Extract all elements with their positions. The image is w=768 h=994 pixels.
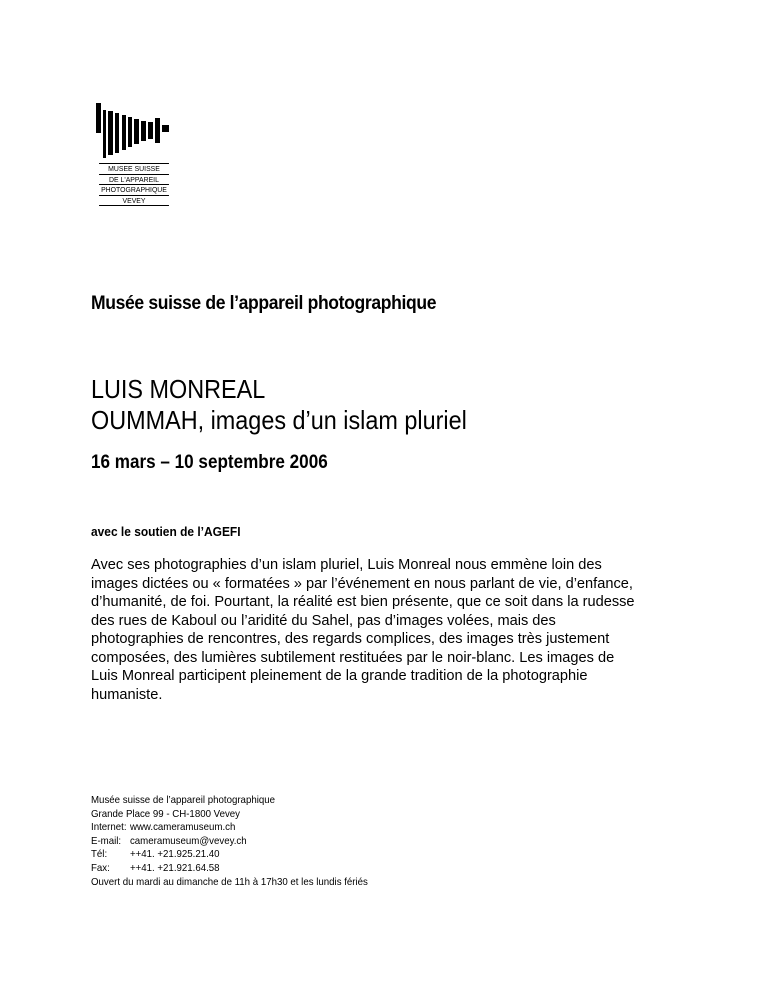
paragraph-line: Luis Monreal participent pleinement de la grande tradition de la photographie [91,668,588,684]
fax-value: ++41. +21.921.64.58 [129,862,220,874]
footer-tel-row [91,848,368,862]
museum-logo [96,103,172,206]
paragraph-line: des rues de Kaboul ou l’aridité du Sahel, pas d’images volées, mais des [91,612,556,629]
paragraph-line: Avec ses photographies d’un islam pluriel, Luis Monreal nous emmène loin des [91,557,602,573]
paragraph-line: humaniste. [91,686,163,703]
logo-line: MUSEE SUISSE [99,164,169,175]
paragraph-line: d’humanité, de foi. Pourtant, la réalité est bien présente, que ce soit dans la rudesse [91,594,635,610]
fax-label: Fax: [91,862,110,874]
email-link[interactable]: cameramuseum@vevey.ch [129,835,247,847]
footer-internet-row [91,821,368,835]
description-paragraph [91,556,691,704]
paragraph-line: composées, des lumières subtilement restituées par le noir-blanc. Les images de [91,649,615,666]
camera-bellows-icon [96,103,172,161]
tel-value: ++41. +21.925.21.40 [129,849,220,861]
exhibition-dates: 16 mars – 10 septembre 2006 [91,452,328,473]
internet-label: Internet: [91,822,127,834]
footer-email-row [91,835,368,849]
logo-line: PHOTOGRAPHIQUE [99,185,169,196]
tel-label: Tél: [91,849,108,861]
paragraph-line: photographies de rencontres, des regards complices, des images très justement [91,631,610,647]
footer-fax-row [91,862,368,876]
paragraph-line: images dictées ou « formatées » par l’événement en nous parlant de vie, d’enfance, [91,575,633,592]
footer-address: Grande Place 99 - CH-1800 Vevey [91,808,241,820]
artist-name: LUIS MONREAL [91,374,266,404]
logo-wordmark [99,163,169,206]
logo-line: DE L'APPAREIL [99,175,169,186]
footer-opening-hours: Ouvert du mardi au dimanche de 11h à 17h30 et les lundis fériés [91,876,368,888]
exhibition-name: OUMMAH, images d’un islam pluriel [91,405,467,435]
exhibition-title [91,374,467,436]
website-link[interactable]: www.cameramuseum.ch [129,822,236,834]
contact-footer [91,794,368,889]
logo-line: VEVEY [122,195,146,205]
museum-title: Musée suisse de l’appareil photographique [91,292,437,314]
sponsor-line: avec le soutien de l’AGEFI [91,524,241,539]
footer-museum-name: Musée suisse de l’appareil photographique [91,795,276,806]
email-label: E-mail: [91,835,122,847]
